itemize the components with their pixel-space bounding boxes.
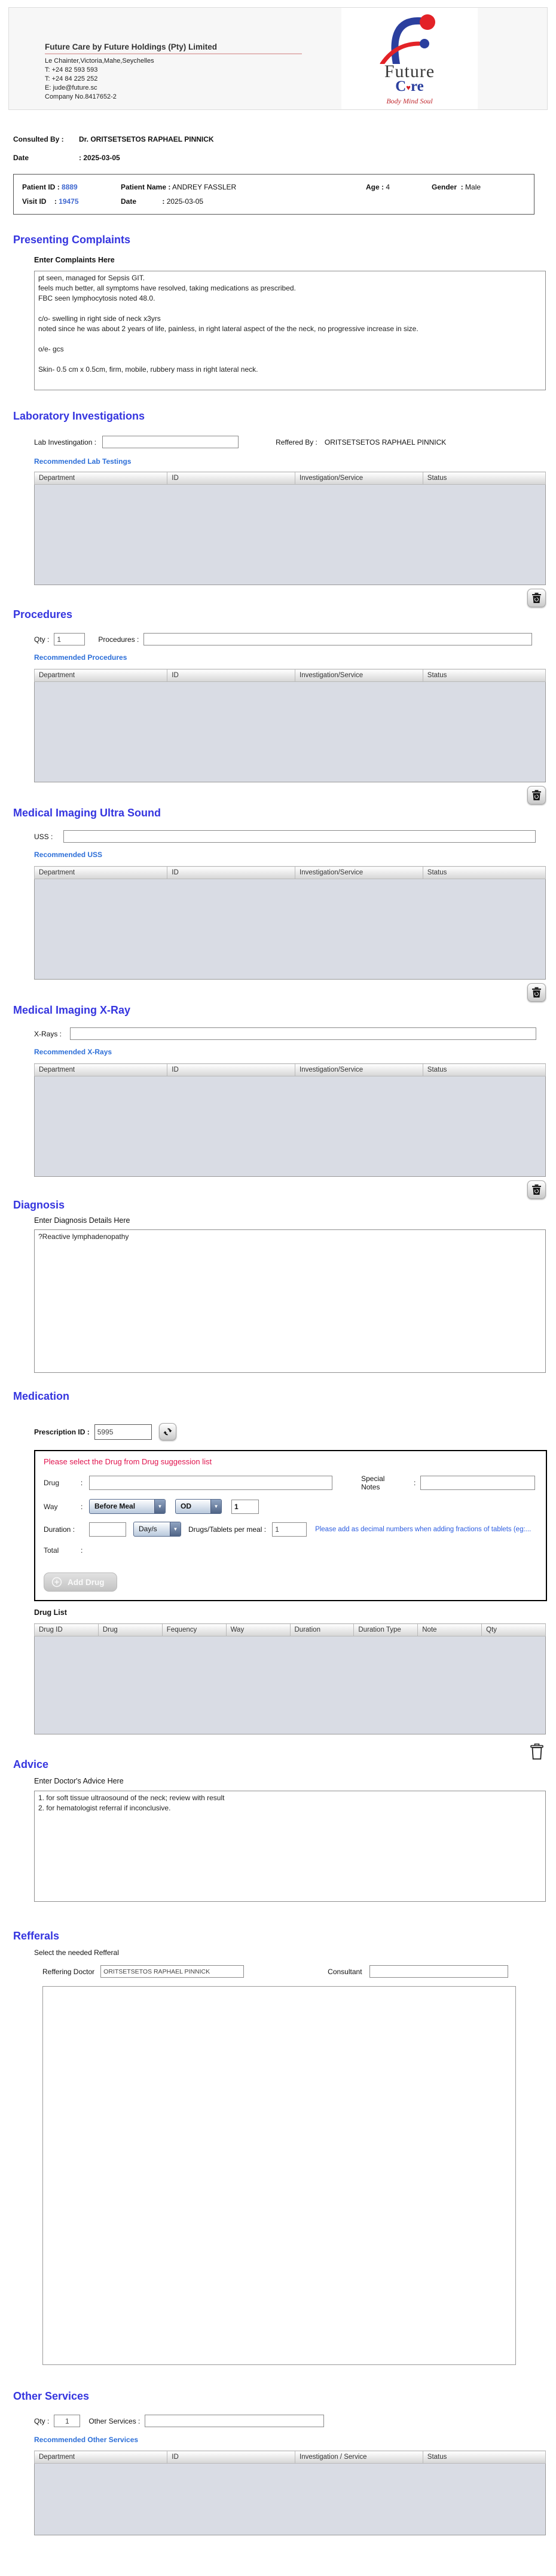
total-row: Total : xyxy=(44,1546,83,1555)
drug-col-way: Way xyxy=(226,1624,290,1636)
uss-input-label: USS : xyxy=(34,832,53,841)
other-services-input[interactable] xyxy=(145,2415,324,2427)
company-number-line: Company No.8417652-2 xyxy=(45,93,117,100)
consult-date-row xyxy=(13,154,547,162)
clinic-header xyxy=(8,7,548,110)
xray-input[interactable] xyxy=(70,1027,536,1040)
lab-table-body[interactable] xyxy=(34,485,546,585)
uss-input-row xyxy=(34,830,547,843)
heart-icon: ♥ xyxy=(406,83,411,92)
lab-col-department: Department xyxy=(35,472,167,485)
prescription-id-input[interactable] xyxy=(94,1424,152,1440)
advice-label: Enter Doctor's Advice Here xyxy=(34,1777,124,1785)
duration-unit-value: Day/s xyxy=(139,1525,157,1533)
uss-col-id: ID xyxy=(167,867,295,879)
patient-name-label: Patient Name xyxy=(121,183,167,191)
prescription-row xyxy=(34,1423,547,1440)
procedures-heading: Procedures xyxy=(13,608,73,620)
xray-input-row xyxy=(34,1027,547,1040)
xray-table-body[interactable] xyxy=(34,1076,546,1177)
xray-table xyxy=(34,1063,546,1076)
prescription-refresh-button[interactable] xyxy=(159,1423,176,1440)
other-services-table xyxy=(34,2450,546,2464)
lab-investigation-input[interactable] xyxy=(102,436,239,448)
visit-id-value: 19475 xyxy=(59,197,79,206)
procedures-delete-button[interactable] xyxy=(527,786,546,804)
reffered-by-value: ORITSETSETOS RAPHAEL PINNICK xyxy=(324,438,447,446)
uss-table-body[interactable] xyxy=(34,879,546,980)
reffered-by-label: Reffered By : xyxy=(276,438,317,446)
lab-delete-button[interactable] xyxy=(527,589,546,607)
per-meal-label: Drugs/Tablets per meal : xyxy=(188,1525,267,1534)
recommended-other-services-link[interactable]: Recommended Other Services xyxy=(34,2436,139,2444)
xray-col-id: ID xyxy=(167,1064,295,1076)
visit-date-value: 2025-03-05 xyxy=(166,197,204,206)
other-services-qty-input[interactable] xyxy=(54,2415,80,2427)
procedures-table-body[interactable] xyxy=(34,682,546,782)
add-drug-button[interactable] xyxy=(44,1572,117,1592)
other-col-service: Investigation / Service xyxy=(295,2451,423,2464)
fraction-note: Please add as decimal numbers when adding fractions of tablets (eg:... xyxy=(315,1525,531,1533)
company-name: Future Care by Future Holdings (Pty) Limited xyxy=(45,42,302,54)
drug-col-drug: Drug xyxy=(98,1624,162,1636)
email-line: E: jude@future.sc xyxy=(45,84,97,91)
consult-date-value: : 2025-03-05 xyxy=(79,154,120,162)
reffering-doctor-label: Reffering Doctor xyxy=(42,1967,95,1976)
future-care-logo-icon xyxy=(374,13,445,64)
drug-list-delete-button[interactable] xyxy=(528,1742,546,1762)
special-notes-input[interactable] xyxy=(420,1476,535,1490)
reffering-doctor-input[interactable] xyxy=(100,1965,244,1978)
other-col-department: Department xyxy=(35,2451,167,2464)
frequency-select-value: OD xyxy=(181,1502,191,1510)
procedures-qty-label: Qty : xyxy=(34,635,50,644)
chevron-down-icon: ▼ xyxy=(170,1522,181,1536)
uss-heading: Medical Imaging Ultra Sound xyxy=(13,807,161,819)
clinic-address xyxy=(45,57,302,102)
patient-row-2: Visit ID : 19475 Date : 2025-03-05 xyxy=(22,197,204,206)
consulted-by-row xyxy=(13,135,547,143)
lab-table xyxy=(34,472,546,485)
refferals-heading: Refferals xyxy=(13,1930,60,1942)
refresh-icon xyxy=(162,1426,173,1437)
visit-id-label: Visit ID xyxy=(22,197,47,206)
patient-id-value: 8889 xyxy=(62,183,78,191)
other-services-table-body[interactable] xyxy=(34,2464,546,2535)
diagnosis-label: Enter Diagnosis Details Here xyxy=(34,1216,130,1225)
procedures-col-id: ID xyxy=(167,669,295,682)
drug-col-duration: Duration xyxy=(290,1624,354,1636)
special-notes-label: Special Notes xyxy=(361,1474,385,1491)
duration-unit-select[interactable] xyxy=(133,1522,181,1537)
add-drug-label: Add Drug xyxy=(68,1577,105,1587)
uss-input[interactable] xyxy=(63,830,536,843)
drug-row: Drug : Special Notes : xyxy=(44,1474,535,1491)
frequency-select[interactable] xyxy=(175,1499,222,1514)
logo-word-care: C♥re xyxy=(395,78,424,94)
way-label: Way xyxy=(44,1502,58,1511)
phone-line-1: T: +24 82 593 593 xyxy=(45,66,98,74)
xray-heading: Medical Imaging X-Ray xyxy=(13,1004,131,1016)
xray-col-status: Status xyxy=(423,1064,545,1076)
gender-value: Male xyxy=(465,183,481,191)
consultant-label: Consultant xyxy=(328,1967,362,1976)
drug-label: Drug xyxy=(44,1479,60,1487)
other-col-id: ID xyxy=(167,2451,295,2464)
lab-col-service: Investigation/Service xyxy=(295,472,423,485)
uss-delete-button[interactable] xyxy=(527,983,546,1002)
logo-word-future: Future xyxy=(384,62,435,81)
prescription-id-label: Prescription ID : xyxy=(34,1427,90,1436)
presenting-complaints-heading: Presenting Complaints xyxy=(13,234,131,246)
meal-select-value: Before Meal xyxy=(94,1502,136,1510)
consultant-input[interactable] xyxy=(369,1965,508,1978)
refferal-inputs-row xyxy=(42,1965,547,1978)
medication-heading: Medication xyxy=(13,1390,70,1402)
procedures-input-label: Procedures : xyxy=(98,635,139,644)
uss-col-department: Department xyxy=(35,867,167,879)
way-qty-input[interactable] xyxy=(231,1500,259,1514)
other-services-input-row xyxy=(34,2415,547,2427)
drug-input[interactable] xyxy=(89,1476,332,1490)
procedures-col-department: Department xyxy=(35,669,167,682)
patient-info-box xyxy=(13,174,534,215)
phone-line-2: T: +24 84 225 252 xyxy=(45,75,98,82)
uss-table xyxy=(34,866,546,879)
other-services-heading: Other Services xyxy=(13,2390,90,2402)
age-value: 4 xyxy=(386,183,390,191)
drug-col-id: Drug ID xyxy=(35,1624,99,1636)
age-label: Age xyxy=(366,183,380,191)
drug-col-frequency: Fequency xyxy=(162,1624,226,1636)
refferal-list-box[interactable] xyxy=(42,1986,516,2365)
duration-label: Duration : xyxy=(44,1525,75,1534)
duration-input[interactable] xyxy=(89,1522,126,1537)
lab-input-label: Lab Investingation : xyxy=(34,438,97,446)
advice-textarea[interactable] xyxy=(34,1791,546,1902)
meal-select[interactable] xyxy=(89,1499,166,1514)
per-meal-input[interactable] xyxy=(272,1522,307,1537)
chevron-down-icon: ▼ xyxy=(154,1500,165,1513)
trash-icon xyxy=(531,592,542,604)
drug-list-table xyxy=(34,1623,546,1636)
complaints-label: Enter Complaints Here xyxy=(34,256,115,264)
procedures-qty-input[interactable] xyxy=(54,633,85,645)
other-services-input-label: Other Services : xyxy=(88,2416,140,2425)
drug-list-table-body[interactable] xyxy=(34,1636,546,1734)
plus-circle-icon xyxy=(51,1577,62,1587)
duration-row xyxy=(44,1522,535,1537)
total-label: Total xyxy=(44,1546,59,1555)
consulted-by-value: Dr. ORITSETSETOS RAPHAEL PINNICK xyxy=(79,135,214,143)
xray-col-service: Investigation/Service xyxy=(295,1064,423,1076)
diagnosis-heading: Diagnosis xyxy=(13,1199,65,1211)
medication-entry-box xyxy=(34,1450,547,1601)
procedures-input[interactable] xyxy=(143,633,532,645)
drug-list-label: Drug List xyxy=(34,1608,67,1617)
procedures-col-status: Status xyxy=(423,669,545,682)
xray-delete-button[interactable] xyxy=(527,1180,546,1199)
complaints-textarea[interactable] xyxy=(34,271,546,390)
refferals-sub-label: Select the needed Refferal xyxy=(34,1948,119,1957)
lab-input-row xyxy=(34,436,547,448)
drug-col-qty: Qty xyxy=(482,1624,546,1636)
uss-col-service: Investigation/Service xyxy=(295,867,423,879)
lab-col-id: ID xyxy=(167,472,295,485)
logo-tagline: Body Mind Soul xyxy=(386,97,433,105)
visit-date-label: Date xyxy=(121,197,137,206)
recommended-procedures-link[interactable]: Recommended Procedures xyxy=(34,653,127,662)
lab-heading: Laboratory Investigations xyxy=(13,410,145,422)
patient-row-1: Patient ID : 8889 Patient Name : ANDREY FASSLER Age : 4 Gender : Male xyxy=(22,183,481,191)
procedures-col-service: Investigation/Service xyxy=(295,669,423,682)
diagnosis-textarea[interactable] xyxy=(34,1229,546,1373)
address-line: Le Chainter,Victoria,Mahe,Seychelles xyxy=(45,57,154,65)
procedures-table xyxy=(34,669,546,682)
trash-icon xyxy=(531,987,542,998)
drug-col-note: Note xyxy=(418,1624,482,1636)
drug-col-duration-type: Duration Type xyxy=(354,1624,418,1636)
trash-outline-icon xyxy=(530,1743,544,1761)
consulted-by-label: Consulted By : xyxy=(13,135,64,143)
way-row: Way : Before Meal ▼ OD ▼ 1 xyxy=(44,1499,535,1514)
clinic-info xyxy=(45,42,302,102)
recommended-uss-link[interactable]: Recommended USS xyxy=(34,850,103,859)
procedures-input-row xyxy=(34,633,547,645)
lab-col-status: Status xyxy=(423,472,545,485)
patient-id-label: Patient ID xyxy=(22,183,56,191)
chevron-down-icon: ▼ xyxy=(210,1500,221,1513)
trash-icon xyxy=(531,1184,542,1195)
xray-col-department: Department xyxy=(35,1064,167,1076)
recommended-xray-link[interactable]: Recommended X-Rays xyxy=(34,1048,112,1056)
gender-label: Gender xyxy=(432,183,457,191)
patient-name-value: ANDREY FASSLER xyxy=(172,183,237,191)
drug-suggestion-warning: Please select the Drug from Drug suggession list xyxy=(44,1457,212,1466)
advice-heading: Advice xyxy=(13,1758,49,1770)
clinic-logo xyxy=(341,8,478,109)
recommended-lab-link[interactable]: Recommended Lab Testings xyxy=(34,457,132,466)
uss-col-status: Status xyxy=(423,867,545,879)
other-services-qty-label: Qty : xyxy=(34,2416,50,2425)
trash-icon xyxy=(531,790,542,801)
consult-date-label: Date xyxy=(13,154,29,162)
other-col-status: Status xyxy=(423,2451,545,2464)
xray-input-label: X-Rays : xyxy=(34,1029,62,1038)
